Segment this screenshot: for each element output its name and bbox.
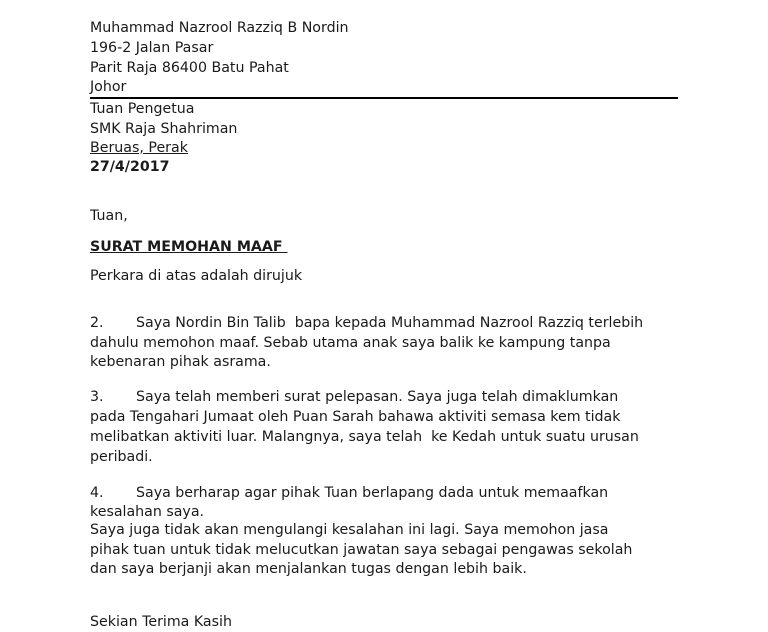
paragraph-3-line-2: pada Tengahari Jumaat oleh Puan Sarah bahawa aktiviti semasa kem tidak [90, 409, 621, 425]
recipient-school: SMK Raja Shahriman [90, 121, 238, 137]
paragraph-4-line-2: kesalahan saya. [90, 504, 205, 520]
paragraph-3-line-1 [90, 387, 618, 407]
letter-subject: SURAT MEMOHAN MAAF [90, 239, 288, 255]
letter-date: 27/4/2017 [90, 159, 170, 175]
paragraph-2-line-1 [90, 313, 643, 333]
paragraph-3-line-4: peribadi. [90, 449, 153, 465]
paragraph-number: 4. [90, 485, 104, 501]
paragraph-3-line-3: melibatkan aktiviti luar. Malangnya, saya telah ke Kedah untuk suatu urusan [90, 429, 639, 445]
paragraph-text: Saya Nordin Bin Talib bapa kepada Muhammad Nazrool Razziq terlebih [136, 315, 644, 331]
recipient-title: Tuan Pengetua [90, 101, 195, 117]
paragraph-text: Saya telah memberi surat pelepasan. Saya juga telah dimaklumkan [136, 389, 619, 405]
sender-state: Johor [90, 79, 127, 95]
paragraph-number: 2. [90, 315, 104, 331]
paragraph-4-line-3: Saya juga tidak akan mengulangi kesalahan ini lagi. Saya memohon jasa [90, 522, 609, 538]
sender-address-line2: Parit Raja 86400 Batu Pahat [90, 60, 289, 76]
paragraph-4-line-5: dan saya berjanji akan menjalankan tugas dengan lebih baik. [90, 561, 527, 577]
sender-address-line1: 196-2 Jalan Pasar [90, 40, 214, 56]
salutation: Tuan, [90, 208, 128, 224]
closing-line: Sekian Terima Kasih [90, 614, 232, 630]
sender-name: Muhammad Nazrool Razziq B Nordin [90, 20, 349, 36]
paragraph-4-line-4: pihak tuan untuk tidak melucutkan jawatan saya sebagai pengawas sekolah [90, 542, 633, 558]
paragraph-4-line-1 [90, 483, 608, 503]
recipient-location: Beruas, Perak [90, 140, 188, 156]
reference-line: Perkara di atas adalah dirujuk [90, 268, 303, 284]
paragraph-text: Saya berharap agar pihak Tuan berlapang dada untuk memaafkan [136, 485, 609, 501]
paragraph-number: 3. [90, 389, 104, 405]
paragraph-2-line-2: dahulu memohon maaf. Sebab utama anak saya balik ke kampung tanpa [90, 335, 611, 351]
paragraph-2-line-3: kebenaran pihak asrama. [90, 354, 271, 370]
